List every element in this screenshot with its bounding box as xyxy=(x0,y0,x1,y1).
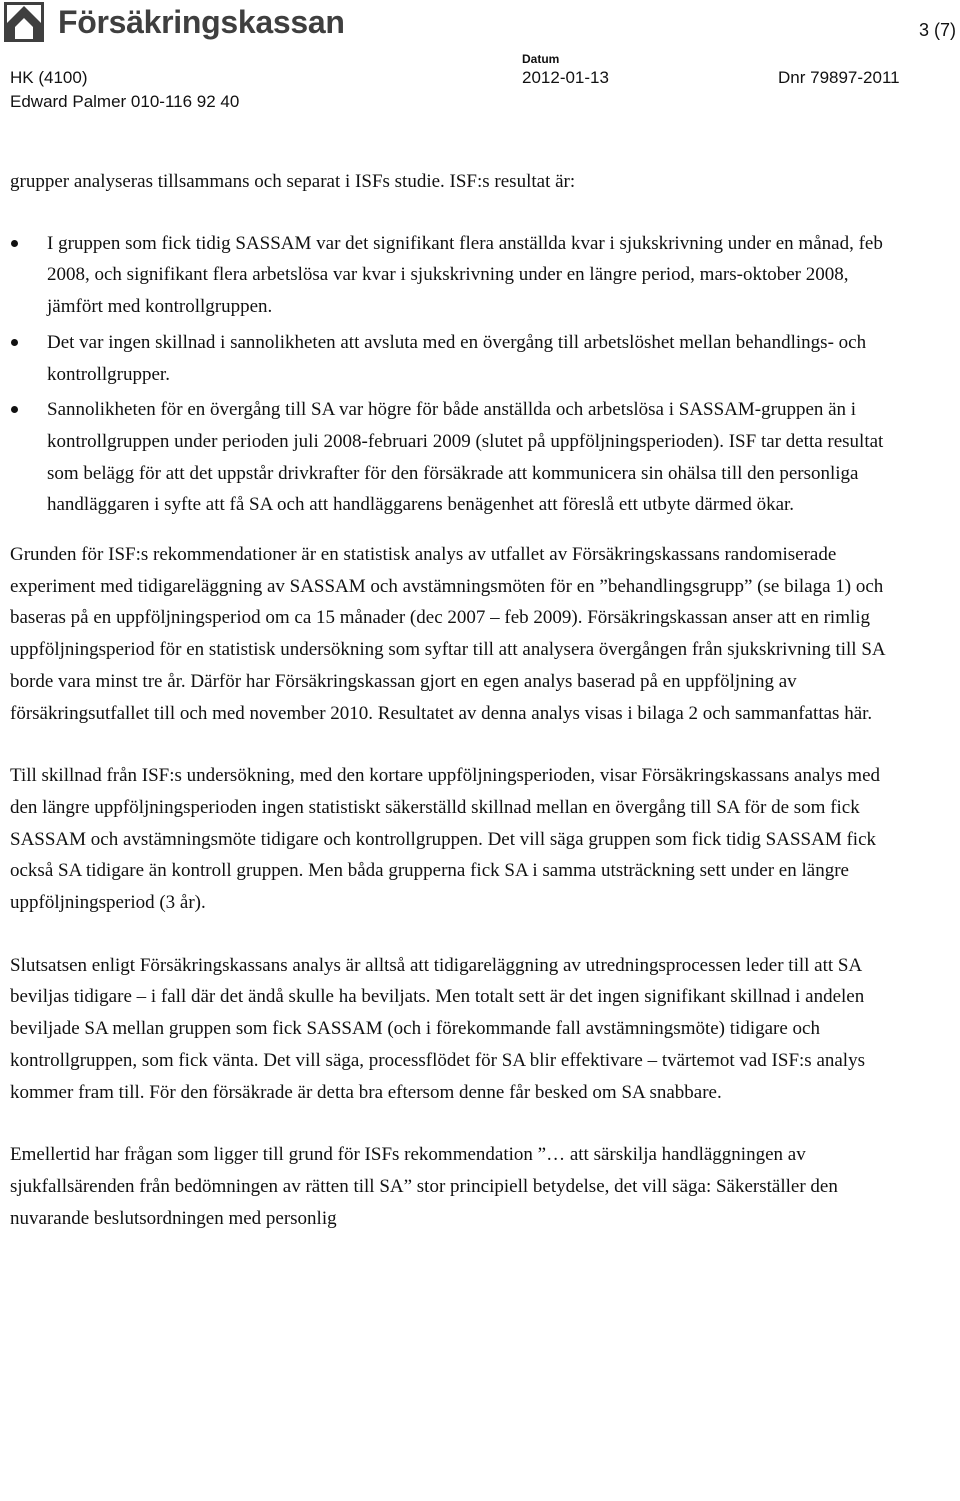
page-number: 3 (7) xyxy=(918,20,956,40)
date-label: Datum xyxy=(522,52,560,66)
diary-number: Dnr 79897-2011 xyxy=(778,68,900,87)
intro-paragraph: grupper analyseras tillsammans och separat i ISFs studie. ISF:s resultat är: xyxy=(10,171,576,192)
document-body xyxy=(10,166,950,1265)
paragraph: Grunden för ISF:s rekommendationer är en statistisk analys av utfallet av Försäkringskassans randomiserade experiment med tidigareläggning av SASSAM och avstämningsmöten för en ”behandlingsgrupp” (se bilaga 1) och baseras på en uppföljningsperiod om ca 15 månader (dec 2007 – feb 2009). Försäkringskassan anser att en rimlig uppföljningsperiod för en statistisk undersökning som syftar till att analysera övergången från sjukskrivning till SA borde vara minst tre år. Därför har Försäkringskassan gjort en egen analys baserad på en uppföljning av försäkringsutfallet till och med november 2010. Resultatet av denna analys visas i bilaga 2 och sammanfattas här. xyxy=(10,544,885,724)
document-date: 2012-01-13 xyxy=(522,68,609,87)
list-item: Sannolikheten för en övergång till SA var högre för både anställda och arbetslösa i SASSAM-gruppen än i kontrollgruppen under perioden juli 2008-februari 2009 (slutet på uppföljningsperioden). ISF tar detta resultat som belägg för att det uppstår drivkrafter för den försäkrade att kommunicera sin ohälsa till den personliga handläggaren i syfte att få SA och att handläggarens benägenhet att föreslå ett utbyte därmed ökar. xyxy=(10,394,902,521)
paragraph: Emellertid har frågan som ligger till grund för ISFs rekommendation ”… att särskilja handläggningen av sjukfallsärenden från bedömningen av rätten till SA” stor principiell betydelse, det vill säga: Säkerställer den nuvarande beslutsordningen med personlig xyxy=(10,1144,838,1229)
logo xyxy=(4,2,345,42)
list-item: Det var ingen skillnad i sannolikheten att avsluta med en övergång till arbetslöshet mellan behandlings- och kontrollgrupper. xyxy=(10,327,902,390)
page-header xyxy=(0,0,960,120)
list-item: I gruppen som fick tidig SASSAM var det signifikant flera anställda kvar i sjukskrivning under en månad, feb 2008, och signifikant flera arbetslösa var kvar i sjukskrivning under en längre period, mars-oktober 2008, jämfört med kontrollgruppen. xyxy=(10,228,902,323)
paragraph: Slutsatsen enligt Försäkringskassans analys är alltså att tidigareläggning av utredningsprocessen leder till att SA beviljas tidigare – i fall där det ändå skulle ha beviljats. Men totalt sett är det ingen signifikant skillnad i andelen beviljade SA mellan gruppen som fick SASSAM (och i förekommande fall avstämningsmöte) tidigare och kontrollgruppen, som fick vänta. Det vill säga, processflödet för SA blir effektivare – tvärtemot vad ISF:s analys kommer fram till. För den försäkrade är detta bra eftersom denne får besked om SA snabbare. xyxy=(10,954,865,1103)
logo-text: Försäkringskassan xyxy=(58,4,345,40)
house-logo-icon xyxy=(4,2,44,42)
contact-person: Edward Palmer 010-116 92 40 xyxy=(10,92,240,111)
paragraph: Till skillnad från ISF:s undersökning, med den kortare uppföljningsperioden, visar Försäkringskassans analys med den längre uppföljningsperioden ingen statistiskt säkerställd skillnad mellan en övergång till SA för de som fick SASSAM och avstämningsmöte tidigare och kontrollgruppen. Det vill säga gruppen som fick tidig SASSAM fick också SA tidigare än kontroll gruppen. Men båda grupperna fick SA i samma utsträckning sett under en längre uppföljningsperiod (3 år). xyxy=(10,765,881,914)
unit-label: HK (4100) xyxy=(10,68,88,87)
result-list xyxy=(10,228,950,521)
